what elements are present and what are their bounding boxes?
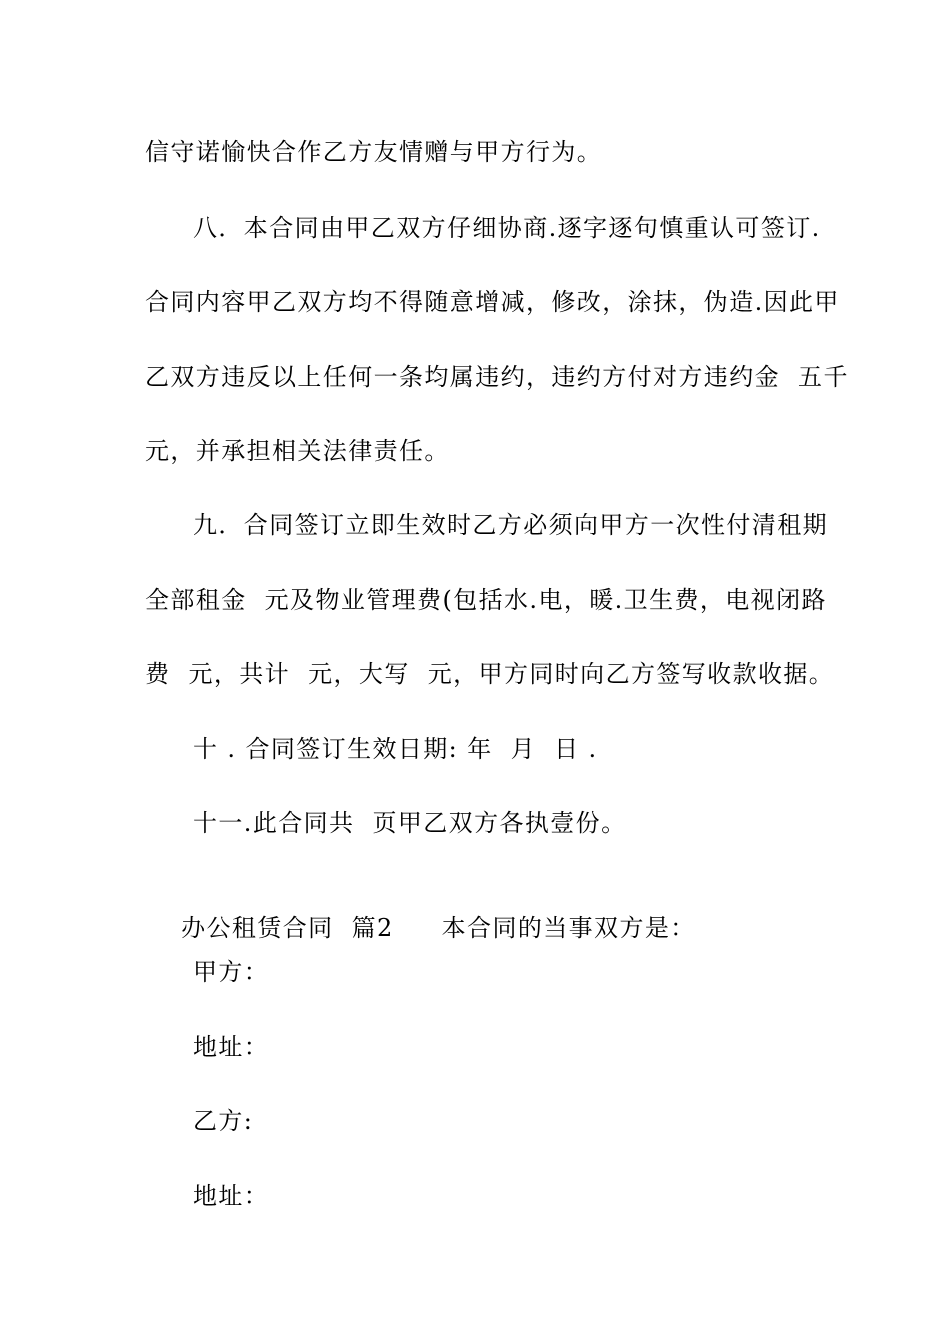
party-b-label: 乙方: — [193, 1107, 254, 1135]
section-intro: 本合同的当事双方是： — [441, 914, 696, 942]
party-a-address-label: 地址： — [193, 1033, 270, 1061]
text-line: 乙双方违反以上任何一条均属违约，违约方付对方违约金 五千 — [145, 363, 849, 391]
clause-10-line: 十 . 合同签订生效日期: 年 月 日 . — [193, 735, 598, 763]
text-line: 合同内容甲乙双方均不得随意增减，修改，涂抹，伪造.因此甲 — [145, 288, 840, 316]
party-a-label: 甲方： — [193, 958, 270, 986]
clause-8-line: 八．本合同由甲乙双方仔细协商.逐字逐句慎重认可签订. — [193, 214, 821, 242]
text-line: 元，并承担相关法律责任。 — [145, 437, 450, 465]
clause-11-line: 十一.此合同共 页甲乙双方各执壹份。 — [193, 809, 627, 837]
text-line: 全部租金 元及物业管理费(包括水.电，暖.卫生费，电视闭路 — [145, 586, 827, 614]
text-line: 费 元，共计 元，大写 元，甲方同时向乙方签写收款收据。 — [145, 660, 835, 688]
party-b-address-label: 地址： — [193, 1182, 270, 1210]
text-line: 信守诺愉快合作乙方友情赠与甲方行为。 — [145, 138, 603, 166]
clause-9-line: 九．合同签订立即生效时乙方必须向甲方一次性付清租期 — [193, 511, 828, 539]
section-heading: 办公租赁合同 篇2 — [181, 914, 394, 942]
